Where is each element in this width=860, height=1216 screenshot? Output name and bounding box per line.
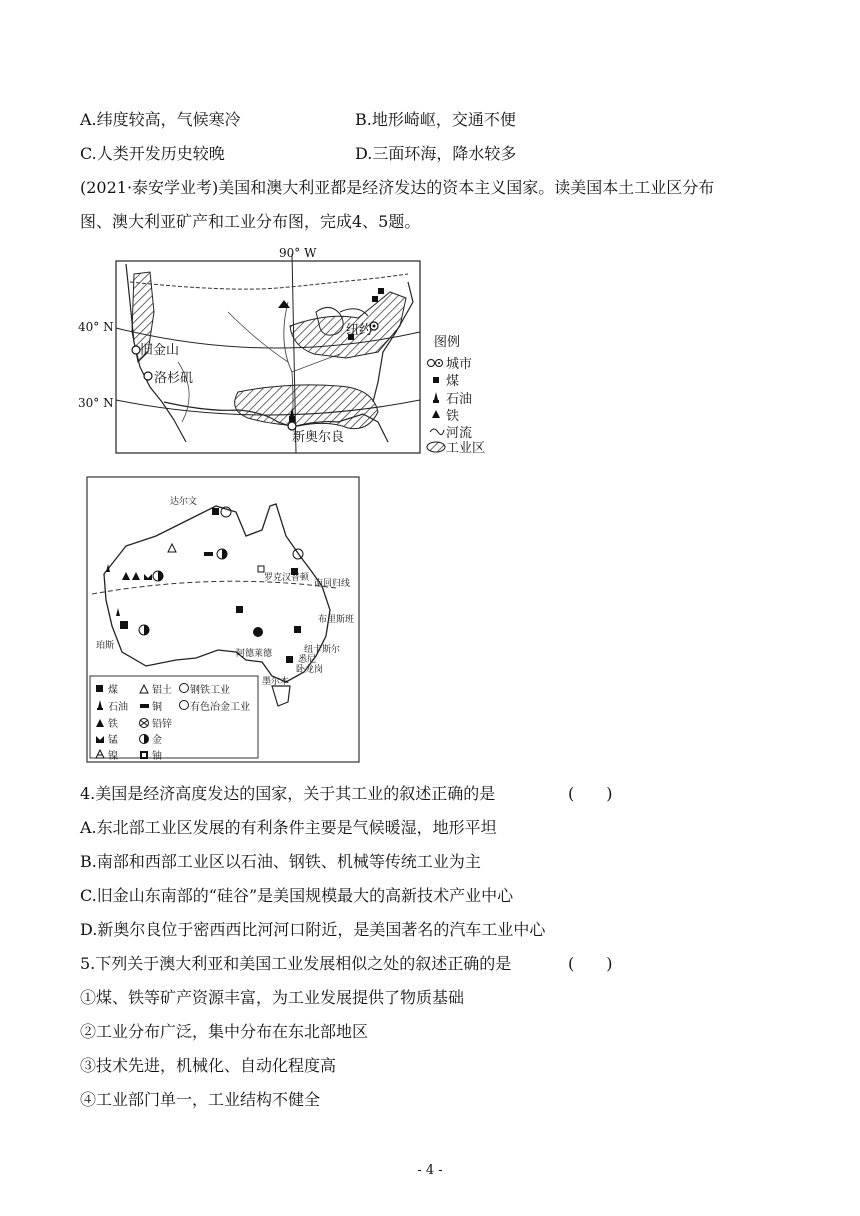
legend-river-icon <box>430 429 444 435</box>
legend-aus-oil: 石油 <box>108 702 128 713</box>
option-a-prev: A.纬度较高，气候寒冷 <box>80 110 241 129</box>
legend-coal: 煤 <box>446 374 460 389</box>
q4-option-d: D.新奥尔良位于密西西比河河口附近，是美国著名的汽车工业中心 <box>80 920 546 939</box>
city-rockhampton: 罗克汉普顿 <box>264 573 310 583</box>
legend-aus-nickel: 镍 <box>108 751 118 762</box>
q5-statement-4: ④工业部门单一，工业结构不健全 <box>80 1090 321 1109</box>
legend-title: 图例 <box>434 335 461 350</box>
legend-aus-coal: 煤 <box>108 685 118 696</box>
legend-city: 城市 <box>446 357 473 372</box>
lat40-label: 40° N <box>78 320 114 334</box>
legend-aus-bauxite: 铝土 <box>152 685 172 696</box>
legend-oil-icon <box>434 392 438 400</box>
city-wollongong: 卧龙岗 <box>296 665 324 675</box>
q4-stem: 4.美国是经济高度发达的国家，关于其工业的叙述正确的是 <box>80 784 496 803</box>
usa-legend <box>427 335 485 456</box>
q4-option-a: A.东北部工业区发展的有利条件主要是气候暖湿，地形平坦 <box>80 818 497 837</box>
aus-legend <box>90 676 258 762</box>
australia-resource-map <box>86 476 362 764</box>
q5-statement-2: ②工业分布广泛，集中分布在东北部地区 <box>80 1022 369 1041</box>
city-la-label: 洛杉矶 <box>154 371 194 386</box>
q5-statement-3: ③技术先进，机械化、自动化程度高 <box>80 1056 337 1075</box>
legend-river: 河流 <box>446 426 473 441</box>
city-newcastle: 纽卡斯尔 <box>304 645 341 655</box>
legend-aus-manganese: 锰 <box>108 735 118 746</box>
q5-answer-paren: ( ) <box>568 954 613 973</box>
legend-aus-leadzinc: 铅锌 <box>152 719 172 730</box>
legend-aus-iron: 铁 <box>108 719 118 730</box>
option-d-prev: D.三面环海，降水较多 <box>355 144 517 163</box>
legend-iron-icon <box>432 410 440 418</box>
city-sydney: 悉尼 <box>298 655 317 665</box>
meridian-label: 90° W <box>279 246 317 260</box>
city-perth: 珀斯 <box>96 641 115 651</box>
label-tropic: 南回归线 <box>314 579 351 589</box>
option-b-prev: B.地形崎岖，交通不便 <box>355 110 516 129</box>
city-adelaide: 阿德莱德 <box>236 649 273 659</box>
q4-answer-paren: ( ) <box>568 784 613 803</box>
intro-line-1: (2021·泰安学业考)美国和澳大利亚都是经济发达的资本主义国家。读美国本土工业区分布 <box>80 178 715 197</box>
city-no-marker <box>288 422 296 430</box>
city-sf-label: 旧金山 <box>140 343 180 358</box>
legend-aus-steel: 钢铁工业 <box>190 685 230 696</box>
city-darwin: 达尔文 <box>170 497 198 507</box>
intro-line-2: 图、澳大利亚矿产和工业分布图，完成4、5题。 <box>80 212 421 231</box>
city-brisbane: 布里斯班 <box>318 615 355 625</box>
coal-icon <box>372 296 378 302</box>
legend-industry-icon <box>427 442 445 452</box>
usa-industry-map <box>78 242 498 456</box>
city-la-marker <box>144 372 152 380</box>
legend-aus-gold: 金 <box>152 735 162 746</box>
page-number: - 4 - <box>417 1163 443 1178</box>
legend-iron: 铁 <box>446 409 460 424</box>
city-ny-label: 纽约 <box>346 323 373 338</box>
city-melbourne: 墨尔本 <box>262 677 290 687</box>
q4-option-b: B.南部和西部工业区以石油、钢铁、机械等传统工业为主 <box>80 852 481 871</box>
legend-aus-copper: 铜 <box>152 702 162 713</box>
city-sf-marker <box>132 346 140 354</box>
legend-industry: 工业区 <box>446 441 486 456</box>
legend-aus-nonferrous: 有色冶金工业 <box>190 702 250 713</box>
q5-statement-1: ①煤、铁等矿产资源丰富，为工业发展提供了物质基础 <box>80 988 465 1007</box>
city-no-label: 新奥尔良 <box>292 430 345 445</box>
legend-coal-icon <box>433 377 439 383</box>
q5-stem: 5.下列关于澳大利亚和美国工业发展相似之处的叙述正确的是 <box>80 954 512 973</box>
option-c-prev: C.人类开发历史较晚 <box>80 144 225 163</box>
legend-aus-uranium: 铀 <box>152 751 162 762</box>
coal-icon <box>378 288 384 294</box>
legend-oil: 石油 <box>446 392 473 407</box>
lat30-label: 30° N <box>78 396 114 410</box>
q4-option-c: C.旧金山东南部的“硅谷”是美国规模最大的高新技术产业中心 <box>80 886 514 905</box>
